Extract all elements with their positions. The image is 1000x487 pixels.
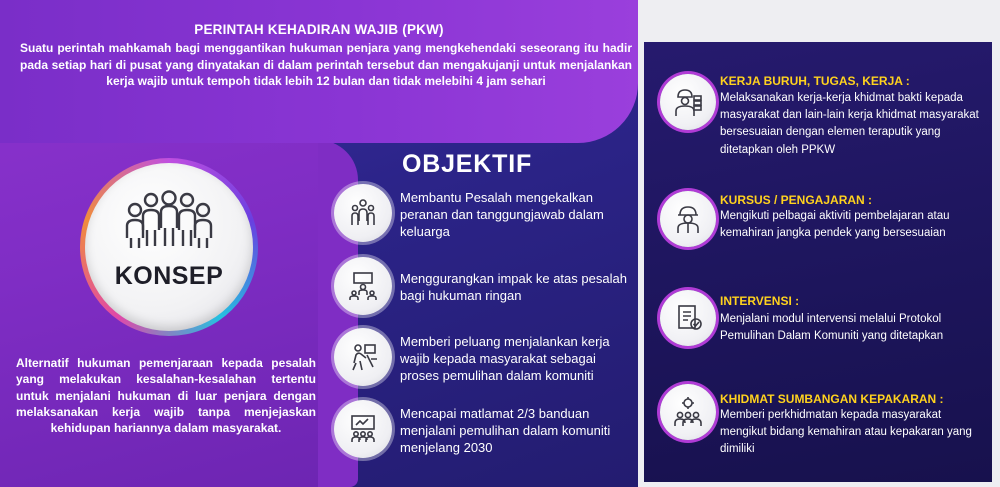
components-panel: [644, 42, 992, 482]
component-4-title: KHIDMAT SUMBANGAN KEPAKARAN :: [720, 392, 944, 406]
objektif-item-2-circle: [334, 257, 392, 315]
presentation-audience-icon: [347, 270, 379, 302]
objektif-item-4-text: Mencapai matlamat 2/3 banduan menjalani pemulihan dalam komuniti menjelang 2030: [400, 406, 611, 455]
objektif-item-3-text: Memberi peluang menjalankan kerja wajib kepada masyarakat sebagai proses pemulihan dalam komuniti: [400, 334, 610, 383]
component-3-description: Menjalani modul intervensi melalui Protokol Pemulihan Dalam Komuniti yang ditetapkan: [720, 313, 944, 343]
konsep-label: KONSEP: [114, 262, 224, 290]
engineer-helmet-icon: [672, 203, 704, 235]
konsep-description: Alternatif hukuman pemenjaraan kepada pesalah yang melakukan kesalahan-kesalahan tertentu untuk menjalani hukuman di luar penjara dengan melaksanakan kerja wajib tanpa menjejaskan kehidupan hariannya dalam masyarakat.: [16, 356, 316, 436]
component-2-circle: [660, 191, 716, 247]
objektif-title: OBJEKTIF: [402, 150, 533, 178]
community-service-icon: [347, 341, 379, 373]
component-2-title: KURSUS / PENGAJARAN :: [720, 193, 873, 207]
objektif-item-1-circle: [334, 184, 392, 242]
family-icon: [347, 197, 379, 229]
meeting-board-icon: [347, 413, 379, 445]
component-1-description: Melaksanakan kerja-kerja khidmat bakti kepada masyarakat dan lain-lain kerja khidmat masyarakat bersesuaian dengan elemen teraputik yang ditetapkan oleh PPKW: [720, 92, 979, 156]
document-checklist-icon: [672, 302, 704, 334]
team-expertise-icon: [672, 396, 704, 428]
pkw-title: PERINTAH KEHADIRAN WAJIB (PKW): [194, 22, 444, 37]
objektif-item-1-text: Membantu Pesalah mengekalkan peranan dan tanggungjawab dalam keluarga: [400, 190, 604, 239]
component-3-circle: [660, 290, 716, 346]
objektif-item-2-text: Menggurangkan impak ke atas pesalah bagi hukuman ringan: [400, 271, 627, 303]
objektif-item-3-circle: [334, 328, 392, 386]
people-group-icon: [117, 190, 221, 248]
pkw-description: Suatu perintah mahkamah bagi menggantikan hukuman penjara yang mengkehendaki seseorang itu hadir pada setiap hari di pusat yang dinyatakan di dalam perintah tersebut dan mengakujanji untuk menjalankan kerja wajib untuk tempoh tidak lebih 12 bulan dan tidak melebihi 4 jam sehari: [20, 41, 632, 88]
component-4-description: Memberi perkhidmatan kepada masyarakat mengikut bidang kemahiran atau kepakaran yang dimiliki: [720, 409, 972, 456]
construction-worker-icon: [672, 86, 704, 118]
component-2-description: Mengikuti pelbagai aktiviti pembelajaran atau kemahiran jangka pendek yang bersesuaian: [720, 210, 950, 240]
component-1-title: KERJA BURUH, TUGAS, KERJA :: [720, 74, 910, 88]
objektif-item-4-circle: [334, 400, 392, 458]
component-4-circle: [660, 384, 716, 440]
component-1-circle: [660, 74, 716, 130]
component-3-title: INTERVENSI :: [720, 294, 800, 308]
